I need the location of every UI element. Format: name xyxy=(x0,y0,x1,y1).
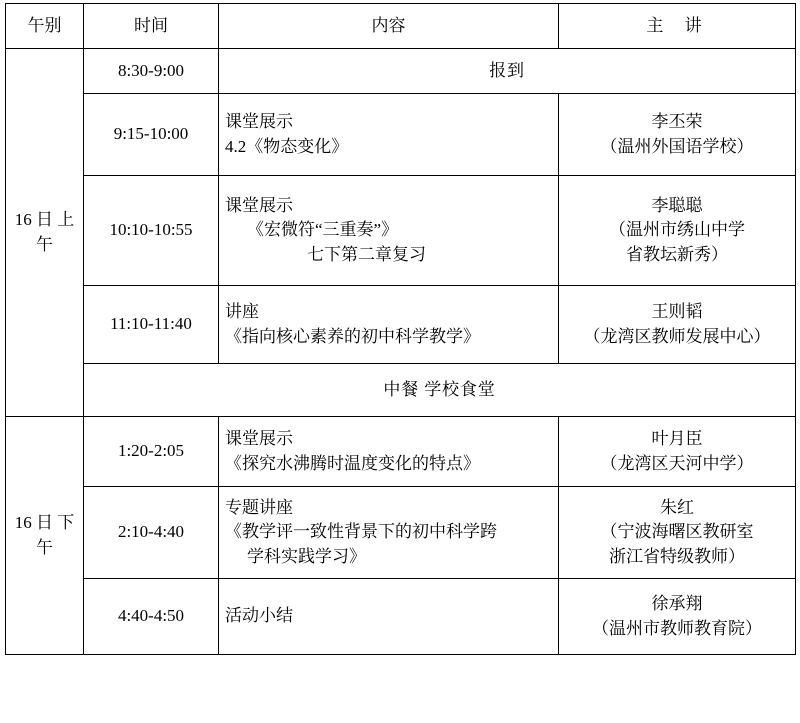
table-row xyxy=(6,49,796,94)
table-row xyxy=(6,286,796,364)
header-time: 时间 xyxy=(84,4,219,49)
content-line: 4.2《物态变化》 xyxy=(225,136,349,156)
speaker-affiliation: （宁波海曙区教研室 xyxy=(600,522,754,542)
header-speaker: 主 讲 xyxy=(559,4,796,49)
content-cell xyxy=(219,286,559,364)
registration-label: 报到 xyxy=(219,49,796,94)
speaker-cell xyxy=(559,487,796,579)
content-line: 七下第二章复习 xyxy=(307,244,426,264)
time-cell: 10:10-10:55 xyxy=(84,176,219,286)
session-morning-line2: 上午 xyxy=(36,209,75,254)
time-cell: 1:20-2:05 xyxy=(84,417,219,487)
speaker-cell xyxy=(559,417,796,487)
schedule-table xyxy=(5,3,796,655)
content-cell xyxy=(219,487,559,579)
lunch-label: 中餐 学校食堂 xyxy=(84,364,796,417)
session-cell-afternoon xyxy=(6,417,84,655)
content-line: 学科实践学习》 xyxy=(247,546,366,566)
content-line: 《探究水沸腾时温度变化的特点》 xyxy=(225,453,480,473)
time-cell: 8:30-9:00 xyxy=(84,49,219,94)
content-line: 《教学评一致性背景下的初中科学跨 xyxy=(225,522,497,542)
speaker-name: 王则韬 xyxy=(651,301,703,321)
content-cell xyxy=(219,579,559,655)
session-afternoon-line1: 16 日 xyxy=(14,512,53,532)
speaker-affiliation-extra: 省教坛新秀） xyxy=(626,244,728,264)
content-line: 课堂展示 xyxy=(225,428,293,448)
time-cell: 2:10-4:40 xyxy=(84,487,219,579)
content-line: 活动小结 xyxy=(225,606,293,626)
header-session: 午别 xyxy=(6,4,84,49)
speaker-affiliation: （温州市绣山中学 xyxy=(609,220,745,240)
speaker-name: 李丕荣 xyxy=(651,111,703,131)
speaker-cell xyxy=(559,176,796,286)
table-row xyxy=(6,579,796,655)
speaker-cell xyxy=(559,286,796,364)
speaker-name: 叶月臣 xyxy=(651,428,703,448)
speaker-name: 朱红 xyxy=(660,497,694,517)
content-cell xyxy=(219,176,559,286)
content-line: 《宏微符“三重奏”》 xyxy=(247,220,399,240)
schedule-document xyxy=(0,3,800,723)
content-line: 讲座 xyxy=(225,301,259,321)
content-line: 课堂展示 xyxy=(225,111,293,131)
session-afternoon-line2: 下午 xyxy=(36,512,75,557)
content-line: 《指向核心素养的初中科学教学》 xyxy=(225,326,480,346)
speaker-name: 徐承翔 xyxy=(651,593,703,613)
time-cell: 4:40-4:50 xyxy=(84,579,219,655)
table-row-lunch xyxy=(6,364,796,417)
header-content: 内容 xyxy=(219,4,559,49)
speaker-cell xyxy=(559,579,796,655)
content-cell xyxy=(219,94,559,176)
speaker-affiliation: （温州外国语学校） xyxy=(600,136,754,156)
table-row xyxy=(6,417,796,487)
content-cell xyxy=(219,417,559,487)
speaker-affiliation: （龙湾区天河中学） xyxy=(600,453,754,473)
table-row xyxy=(6,94,796,176)
content-line: 课堂展示 xyxy=(225,195,293,215)
speaker-cell xyxy=(559,94,796,176)
session-cell-morning xyxy=(6,49,84,417)
time-cell: 9:15-10:00 xyxy=(84,94,219,176)
table-header-row xyxy=(6,4,796,49)
content-line: 专题讲座 xyxy=(225,497,293,517)
speaker-name: 李聪聪 xyxy=(651,195,703,215)
time-cell: 11:10-11:40 xyxy=(84,286,219,364)
table-row xyxy=(6,487,796,579)
speaker-affiliation: （龙湾区教师发展中心） xyxy=(583,326,771,346)
speaker-affiliation: （温州市教师教育院） xyxy=(592,618,762,638)
speaker-affiliation-extra: 浙江省特级教师） xyxy=(609,546,745,566)
session-morning-line1: 16 日 xyxy=(14,209,53,229)
table-row xyxy=(6,176,796,286)
